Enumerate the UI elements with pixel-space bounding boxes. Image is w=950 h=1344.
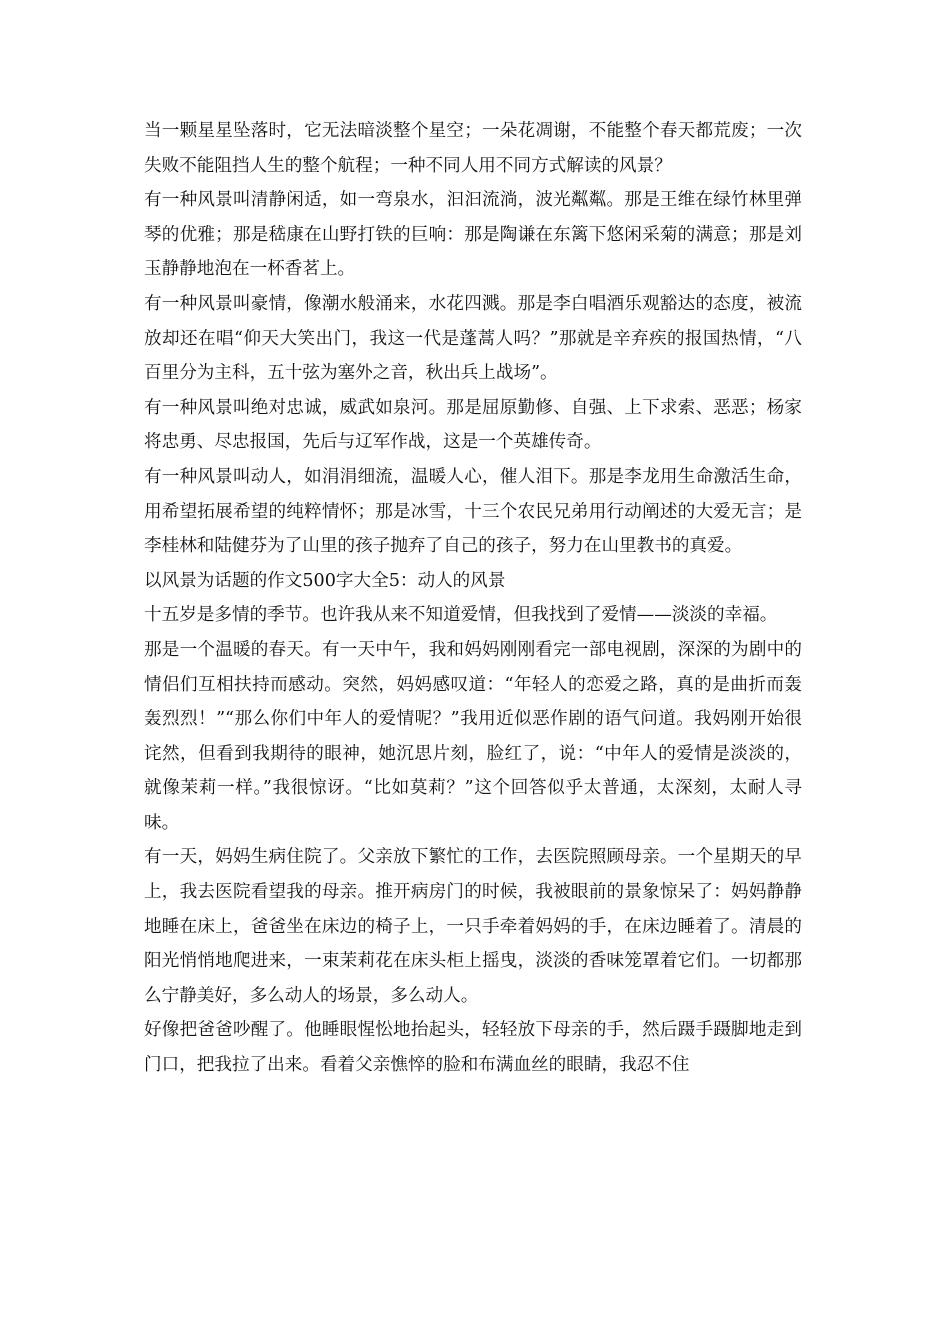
paragraph-loyalty-scenery: 有一种风景叫绝对忠诚，威武如泉河。那是屈原勤修、自强、上下求索、恶恶；杨家将忠勇、尽忠报国，先后与辽军作战，这是一个英雄传奇。 — [144, 397, 802, 453]
paragraph-touching-scenery: 有一种风景叫动人，如涓涓细流，温暖人心，催人泪下。那是李龙用生命激活生命，用希望拓展希望的纯粹情怀；那是冰雪，十三个农民兄弟用行动阐述的大爱无言；是李桂林和陆健芬为了山里的孩子抛弃了自己的孩子，努力在山里教书的真爱。 — [144, 466, 802, 557]
paragraph-tranquil-scenery: 有一种风景叫清静闲适，如一弯泉水，汩汩流淌，波光粼粼。那是王维在绿竹林里弹琴的优雅；那是嵇康在山野打铁的巨响：那是陶谦在东篱下悠闲采菊的满意；那是刘玉静静地泡在一杯香茗上。 — [144, 190, 802, 280]
paragraph-father-wakes: 好像把爸爸吵醒了。他睡眼惺忪地抬起头，轻轻放下母亲的手，然后蹑手蹑脚地走到门口，把我拉了出来。看着父亲憔悴的脸和布满血丝的眼睛，我忍不住 — [144, 1020, 802, 1076]
paragraph-intro: 当一颗星星坠落时，它无法暗淡整个星空；一朵花凋谢，不能整个春天都荒废；一次失败不能阻挡人生的整个航程；一种不同人用不同方式解读的风景？ — [144, 121, 802, 176]
paragraph-heroic-scenery: 有一种风景叫豪情，像潮水般涌来，水花四溅。那是李白唱酒乐观豁达的态度，被流放却还在唱“仰天大笑出门，我这一代是蓬蒿人吗？”那就是辛弃疾的报国热情，“八百里分为主科，五十弦为塞外之音，秋出兵上战场”。 — [144, 293, 802, 384]
section-heading: 以风景为话题的作文500字大全5：动人的风景 — [144, 570, 506, 591]
paragraph-spring-day: 那是一个温暖的春天。有一天中午，我和妈妈刚刚看完一部电视剧，深深的为剧中的情侣们互相扶持而感动。突然，妈妈感叹道：“年轻人的恋爱之路，真的是曲折而轰轰烈烈！”“那么你们中年人的爱情呢？”我用近似恶作剧的语气问道。我妈刚开始很诧然，但看到我期待的眼神，她沉思片刻，脸红了，说：“中年人的爱情是淡淡的，就像茉莉一样。”我很惊讶。“比如莫莉？”这个回答似乎太普通，太深刻，太耐人寻味。 — [144, 639, 802, 833]
document-page — [144, 114, 802, 1083]
paragraph-hospital: 有一天，妈妈生病住院了。父亲放下繁忙的工作，去医院照顾母亲。一个星期天的早上，我去医院看望我的母亲。推开病房门的时候，我被眼前的景象惊呆了：妈妈静静地睡在床上，爸爸坐在床边的椅子上，一只手牵着妈妈的手，在床边睡着了。清晨的阳光悄悄地爬进来，一束茉莉花在床头柜上摇曳，淡淡的香味笼罩着它们。一切都那么宁静美好，多么动人的场景，多么动人。 — [144, 847, 802, 1006]
paragraph-fifteen: 十五岁是多情的季节。也许我从来不知道爱情，但我找到了爱情——淡淡的幸福。 — [144, 605, 778, 626]
